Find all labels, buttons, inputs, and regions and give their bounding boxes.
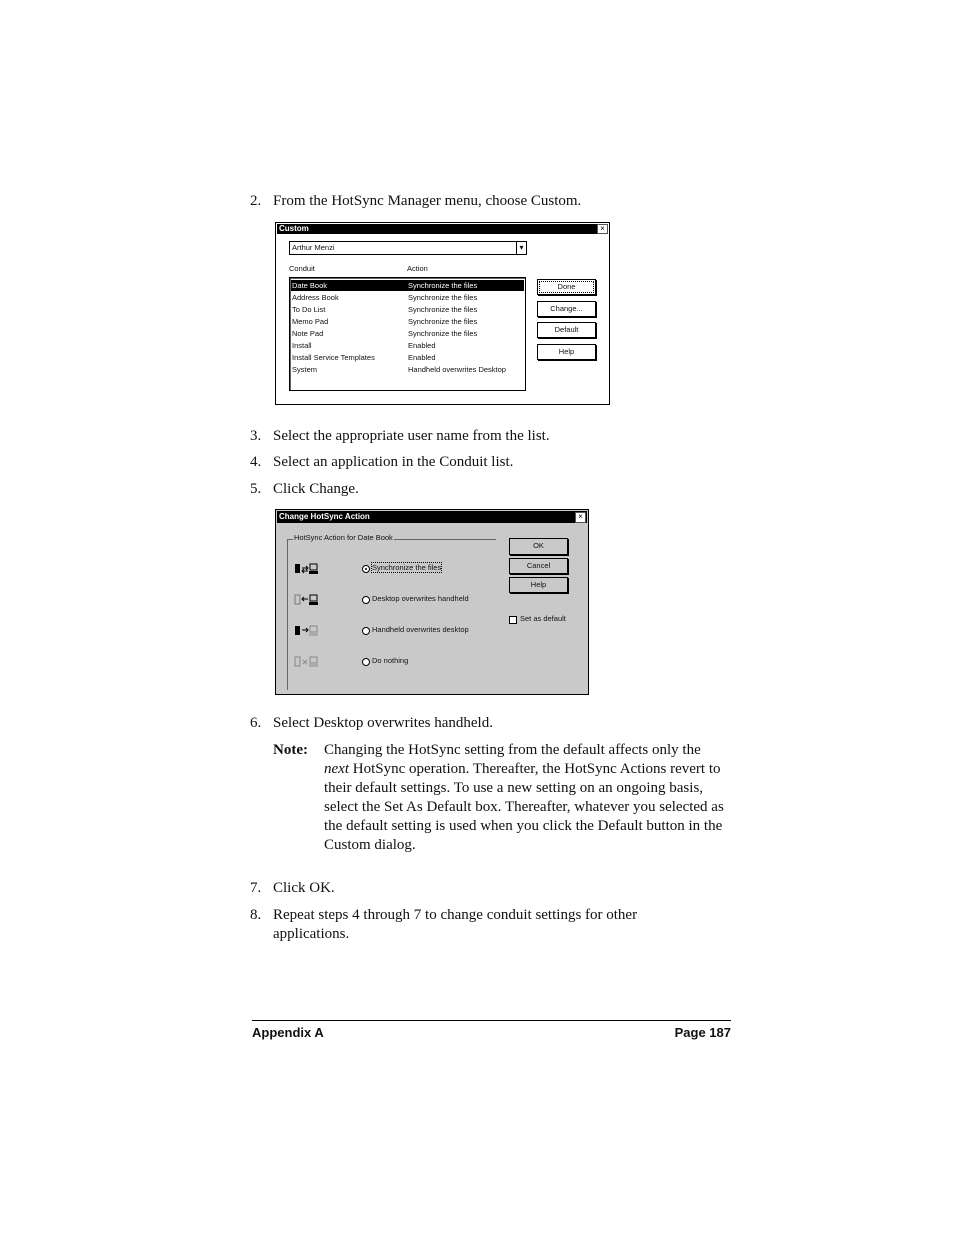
table-row[interactable] bbox=[291, 280, 524, 291]
option-row-sync[interactable] bbox=[294, 560, 484, 576]
group-label: HotSync Action for Date Book bbox=[294, 533, 393, 542]
user-select-value: Arthur Menzi bbox=[292, 243, 335, 252]
conduit-action: Handheld overwrites Desktop bbox=[408, 365, 506, 374]
conduit-list[interactable] bbox=[289, 277, 526, 391]
default-button[interactable]: Default bbox=[537, 322, 596, 338]
option-label: Handheld overwrites desktop bbox=[372, 625, 469, 634]
note-emphasis: next bbox=[324, 761, 349, 777]
conduit-name: Install Service Templates bbox=[292, 353, 375, 362]
table-row[interactable] bbox=[291, 292, 524, 303]
help-button[interactable]: Help bbox=[509, 577, 568, 593]
help-button[interactable]: Help bbox=[537, 344, 596, 360]
note-text-after: HotSync operation. Thereafter, the HotSync Actions revert to their default settings. To use a new setting on an ongoing basis, select the Set As Default box. Thereafter, whatever you selected as the default setting is used when you click the Default button in the Custom dialog. bbox=[324, 761, 724, 853]
set-default-label: Set as default bbox=[520, 614, 566, 623]
table-row[interactable] bbox=[291, 352, 524, 363]
handheld-overwrites-icon bbox=[294, 624, 319, 636]
conduit-name: Date Book bbox=[292, 281, 328, 290]
ok-button[interactable]: OK bbox=[509, 538, 568, 555]
close-icon[interactable]: × bbox=[575, 512, 586, 523]
radio-desktop-overwrites[interactable] bbox=[362, 596, 370, 604]
table-row[interactable] bbox=[291, 364, 524, 375]
radio-do-nothing[interactable] bbox=[362, 658, 370, 666]
option-label: Synchronize the files bbox=[372, 563, 442, 572]
action-column-header: Action bbox=[407, 264, 428, 273]
option-row-do-nothing[interactable] bbox=[294, 653, 484, 669]
conduit-action: Synchronize the files bbox=[408, 329, 478, 338]
step-text: Select Desktop overwrites handheld. bbox=[273, 715, 493, 731]
conduit-action: Synchronize the files bbox=[408, 281, 478, 290]
step-number: 4. bbox=[250, 454, 262, 470]
page-footer bbox=[252, 1020, 731, 1040]
set-default-checkbox-row[interactable] bbox=[509, 614, 584, 626]
custom-dialog-title: Custom bbox=[279, 224, 309, 233]
change-dialog-titlebar bbox=[277, 511, 587, 523]
step-text: Repeat steps 4 through 7 to change conduit settings for other applications. bbox=[273, 907, 638, 942]
step-number: 3. bbox=[250, 428, 262, 444]
step-text: Select the appropriate user name from the list. bbox=[273, 428, 550, 444]
conduit-action: Enabled bbox=[408, 341, 436, 350]
conduit-column-header: Conduit bbox=[289, 264, 315, 273]
conduit-name: Note Pad bbox=[292, 329, 324, 338]
change-button[interactable]: Change... bbox=[537, 301, 596, 317]
set-default-checkbox[interactable] bbox=[509, 616, 517, 624]
conduit-name: Memo Pad bbox=[292, 317, 329, 326]
step-number: 6. bbox=[250, 715, 262, 731]
step-number: 7. bbox=[250, 880, 262, 896]
conduit-action: Enabled bbox=[408, 353, 436, 362]
footer-section: Appendix A bbox=[252, 1025, 324, 1040]
radio-handheld-overwrites[interactable] bbox=[362, 627, 370, 635]
conduit-name: Address Book bbox=[292, 293, 339, 302]
option-label: Do nothing bbox=[372, 656, 409, 665]
step-text: Click OK. bbox=[273, 880, 335, 896]
conduit-name: Install bbox=[292, 341, 312, 350]
table-row[interactable] bbox=[291, 316, 524, 327]
step-number: 2. bbox=[250, 193, 262, 209]
note-text-before: Changing the HotSync setting from the default affects only the bbox=[324, 742, 701, 758]
page-number: Page 187 bbox=[674, 1025, 731, 1040]
custom-dialog bbox=[275, 222, 610, 405]
table-row[interactable] bbox=[291, 304, 524, 315]
custom-dialog-titlebar bbox=[277, 224, 608, 234]
step-number: 8. bbox=[250, 907, 262, 923]
conduit-name: To Do List bbox=[292, 305, 326, 314]
conduit-action: Synchronize the files bbox=[408, 317, 478, 326]
table-row[interactable] bbox=[291, 328, 524, 339]
table-row[interactable] bbox=[291, 340, 524, 351]
option-row-desktop-overwrites[interactable] bbox=[294, 591, 484, 607]
cancel-button[interactable]: Cancel bbox=[509, 558, 568, 574]
done-button[interactable]: Done bbox=[537, 279, 596, 295]
option-label: Desktop overwrites handheld bbox=[372, 594, 469, 603]
close-icon[interactable]: × bbox=[597, 224, 608, 234]
option-row-handheld-overwrites[interactable] bbox=[294, 622, 484, 638]
change-hotsync-action-dialog bbox=[275, 509, 589, 695]
step-text: Select an application in the Conduit list. bbox=[273, 454, 514, 470]
note-label: Note: bbox=[273, 742, 308, 758]
note-body bbox=[324, 741, 729, 855]
radio-sync[interactable] bbox=[362, 565, 370, 573]
do-nothing-icon bbox=[294, 655, 319, 667]
step-text: Click Change. bbox=[273, 481, 359, 497]
step-text: From the HotSync Manager menu, choose Custom. bbox=[273, 193, 582, 209]
step-number: 5. bbox=[250, 481, 262, 497]
sync-both-icon bbox=[294, 562, 319, 574]
desktop-overwrites-icon bbox=[294, 593, 319, 605]
user-select[interactable] bbox=[289, 241, 527, 255]
conduit-action: Synchronize the files bbox=[408, 293, 478, 302]
conduit-name: System bbox=[292, 365, 318, 374]
chevron-down-icon[interactable]: ▾ bbox=[516, 242, 526, 254]
conduit-action: Synchronize the files bbox=[408, 305, 478, 314]
change-dialog-title: Change HotSync Action bbox=[279, 512, 370, 521]
